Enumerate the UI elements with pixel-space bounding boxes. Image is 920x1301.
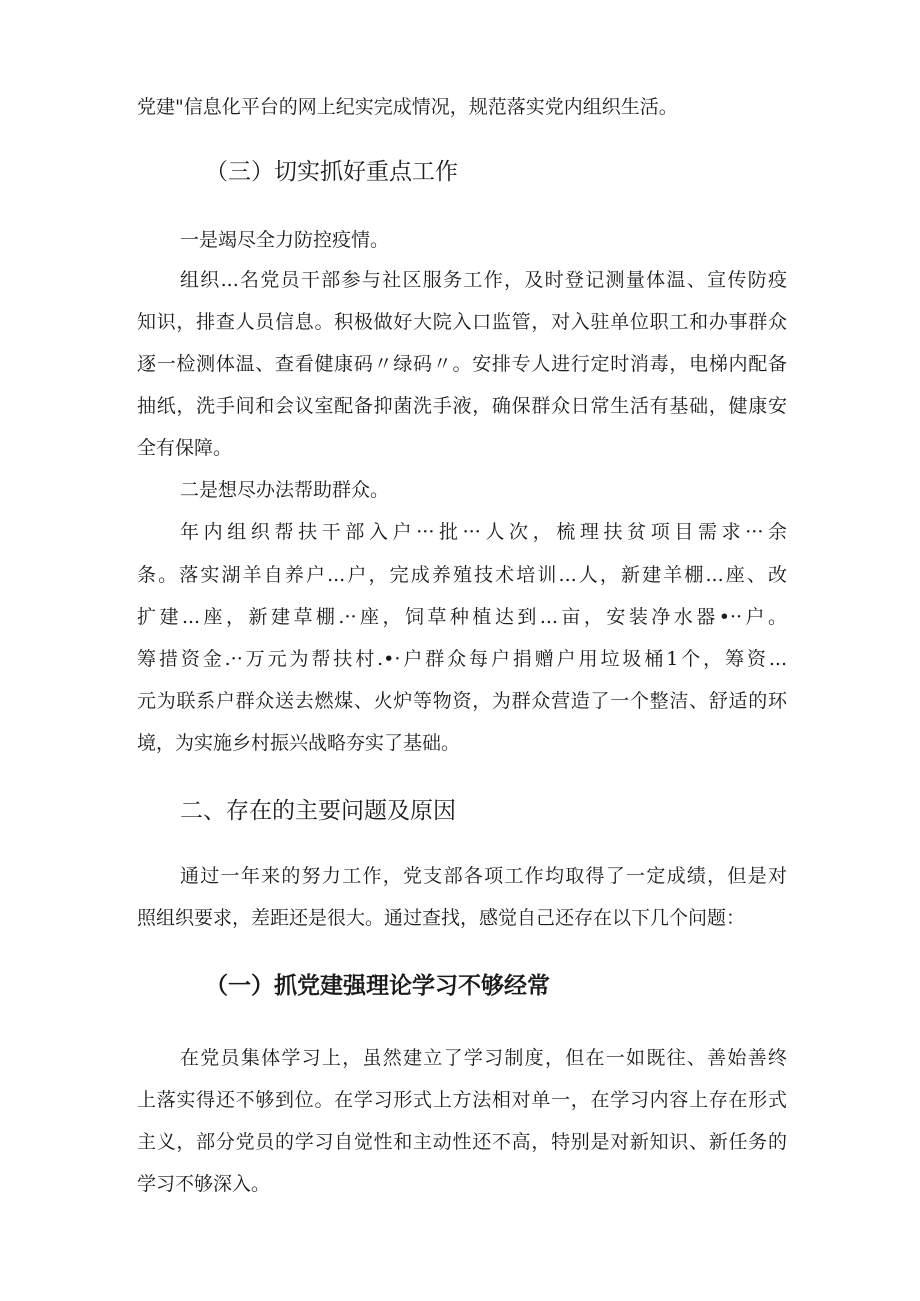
paragraph-line: 扩建...座，新建草棚.··座，饲草种植达到...亩，安装净水器•··户。	[137, 606, 787, 628]
paragraph-line: 全有保障。	[137, 437, 233, 459]
paragraph-line: 主义，部分党员的学习自觉性和主动性还不高，特别是对新知识、新任务的	[137, 1131, 787, 1153]
paragraph-line: 在党员集体学习上，虽然建立了学习制度，但在一如既往、善始善终	[180, 1047, 787, 1069]
paragraph-line: 年内组织帮扶干部入户···批···人次，梳理扶贫项目需求···余	[180, 521, 787, 543]
paragraph-line: 条。落实湖羊自养户...户，完成养殖技术培训...人，新建羊棚...座、改	[137, 564, 787, 586]
paragraph-line: 境，为实施乡村振兴战略夯实了基础。	[137, 732, 461, 754]
paragraph-line: 逐一检测体温、查看健康码〃绿码〃。安排专人进行定时消毒，电梯内配备	[137, 353, 787, 375]
paragraph-line: 上落实得还不够到位。在学习形式上方法相对单一，在学习内容上存在形式	[137, 1089, 787, 1111]
item-title: 二是想尽办法帮助群众。	[180, 479, 390, 501]
paragraph-line: 组织...名党员干部参与社区服务工作，及时登记测量体温、宣传防疫	[180, 269, 787, 291]
paragraph-line: 元为联系户群众送去燃煤、火炉等物资，为群众营造了一个整洁、舒适的环	[137, 690, 787, 712]
paragraph-line: 筹措资金.··万元为帮扶村.•·户群众每户捐赠户用垃圾桶1个，筹资...	[137, 648, 787, 670]
section-heading-3: （三）切实抓好重点工作	[205, 159, 458, 185]
paragraph-line: 学习不够深入。	[137, 1173, 271, 1195]
section-heading-sub1: （一）抓党建强理论学习不够经常	[205, 972, 550, 999]
item-title: 一是竭尽全力防控疫情。	[180, 229, 390, 251]
section-heading-2: 二、存在的主要问题及原因	[180, 798, 456, 824]
paragraph-line: 抽纸，洗手间和会议室配备抑菌洗手液，确保群众日常生活有基础，健康安	[137, 395, 787, 417]
paragraph-line: 照组织要求，差距还是很大。通过查找，感觉自己还存在以下几个问题：	[137, 907, 746, 929]
paragraph-line: 通过一年来的努力工作，党支部各项工作均取得了一定成绩，但是对	[180, 865, 787, 887]
paragraph-line: 知识，排查人员信息。积极做好大院入口监管，对入驻单位职工和办事群众	[137, 311, 787, 333]
paragraph-line: 党建"信息化平台的网上纪实完成情况，规范落实党内组织生活。	[137, 96, 678, 118]
